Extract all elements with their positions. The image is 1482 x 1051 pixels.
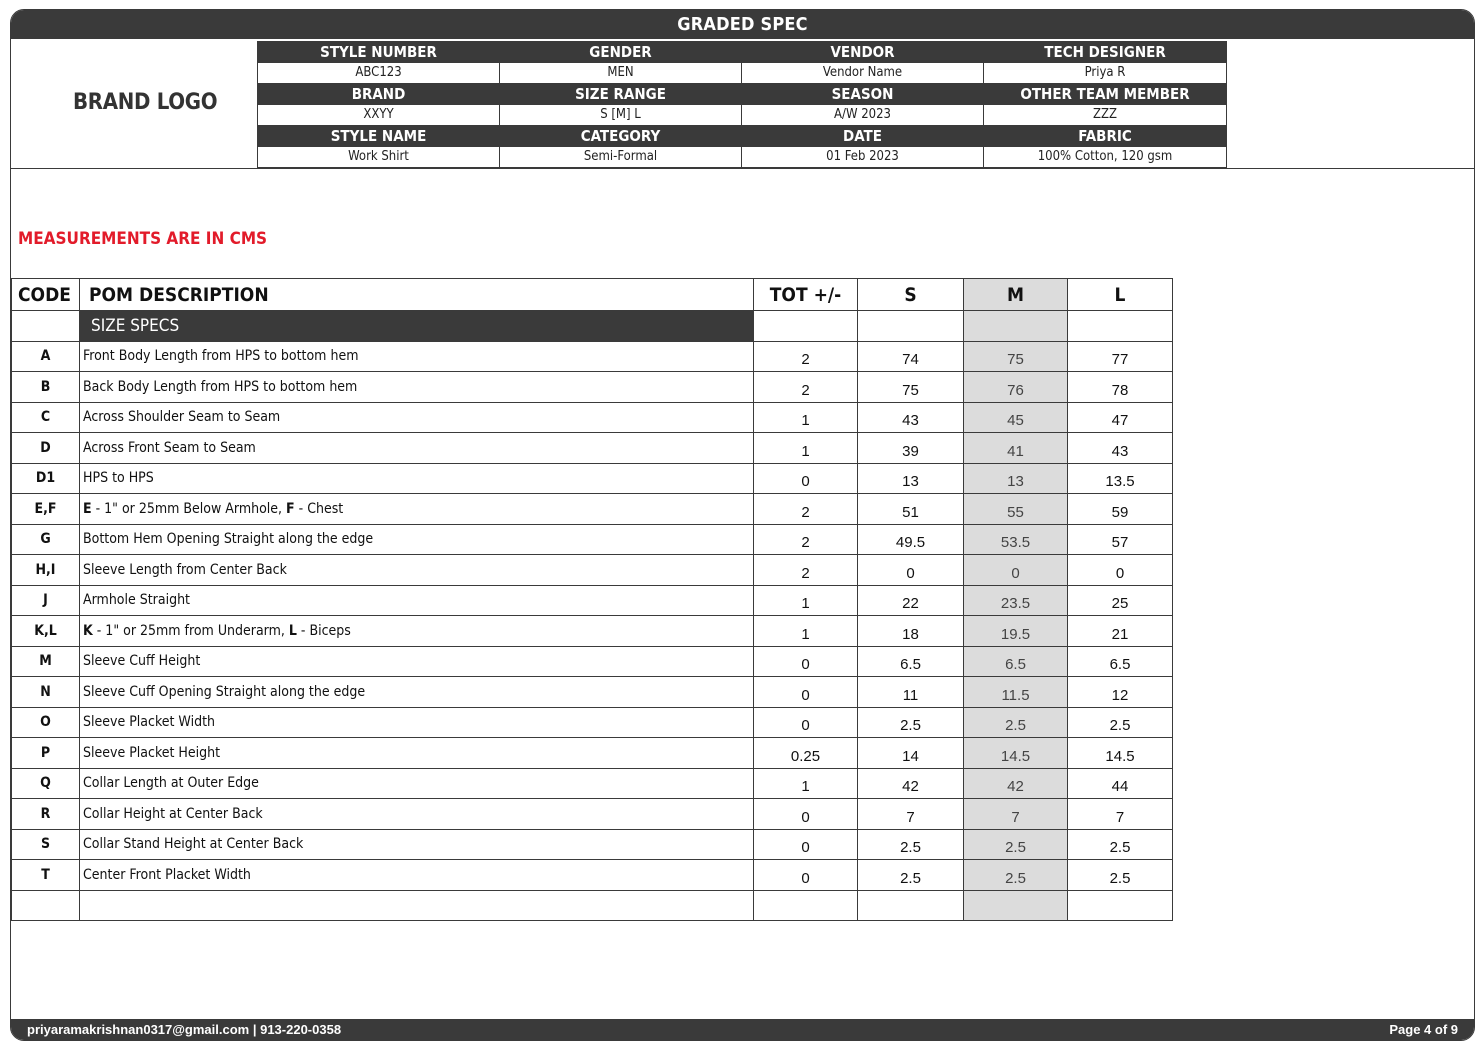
size-s-value: 39 [858, 433, 964, 464]
table-row [12, 524, 1173, 555]
info-label: STYLE NUMBER [258, 42, 500, 63]
table-row [12, 555, 1173, 586]
pom-description-text: - Chest [294, 500, 344, 517]
info-label: OTHER TEAM MEMBER [984, 84, 1227, 105]
size-m-value: 7 [964, 799, 1068, 830]
pom-description-code: F [286, 500, 295, 517]
size-s-value: 14 [858, 738, 964, 769]
tolerance-value: 0.25 [754, 738, 858, 769]
tolerance-value: 0 [754, 646, 858, 677]
header-size-m: M [964, 279, 1068, 311]
tolerance-value: 2 [754, 524, 858, 555]
sheet-title: GRADED SPEC [11, 10, 1474, 39]
size-s-value: 18 [858, 616, 964, 647]
info-label: STYLE NAME [258, 126, 500, 147]
size-m-value: 75 [964, 341, 1068, 372]
pom-description-text: - 1" or 25mm Below Armhole, [91, 500, 287, 517]
tolerance-value: 0 [754, 463, 858, 494]
size-l-value: 59 [1068, 494, 1173, 525]
size-m-value: 76 [964, 372, 1068, 403]
pom-description: Sleeve Length from Center Back [80, 555, 754, 586]
table-row [12, 738, 1173, 769]
section-empty-cell [1068, 311, 1173, 342]
pom-description: Across Shoulder Seam to Seam [80, 402, 754, 433]
size-l-value: 2.5 [1068, 829, 1173, 860]
table-header-row [12, 279, 1173, 311]
tolerance-value: 0 [754, 860, 858, 891]
table-row [12, 768, 1173, 799]
section-empty-cell [964, 311, 1068, 342]
pom-code: G [12, 524, 80, 555]
pom-code: C [12, 402, 80, 433]
info-value: Priya R [984, 63, 1227, 84]
tolerance-value: 1 [754, 585, 858, 616]
info-label: VENDOR [742, 42, 984, 63]
size-m-value: 55 [964, 494, 1068, 525]
section-row [12, 311, 1173, 342]
size-s-value: 42 [858, 768, 964, 799]
empty-cell [964, 890, 1068, 921]
size-m-value: 45 [964, 402, 1068, 433]
pom-description-code: E [83, 500, 92, 517]
tolerance-value: 1 [754, 768, 858, 799]
table-row [12, 402, 1173, 433]
pom-description: Collar Stand Height at Center Back [80, 829, 754, 860]
size-l-value: 13.5 [1068, 463, 1173, 494]
pom-description: Sleeve Placket Height [80, 738, 754, 769]
info-value: A/W 2023 [742, 105, 984, 126]
table-row [12, 677, 1173, 708]
section-code-cell [12, 311, 80, 342]
section-label-size-specs: SIZE SPECS [80, 311, 754, 342]
empty-cell [858, 890, 964, 921]
pom-description-text: - Biceps [296, 622, 351, 639]
header-pom-description: POM DESCRIPTION [80, 279, 754, 311]
info-label: SIZE RANGE [500, 84, 742, 105]
table-row [12, 585, 1173, 616]
size-s-value: 6.5 [858, 646, 964, 677]
size-m-value: 41 [964, 433, 1068, 464]
info-label: BRAND [258, 84, 500, 105]
pom-code: H,I [12, 555, 80, 586]
pom-description [80, 494, 754, 525]
table-row [12, 433, 1173, 464]
size-s-value: 7 [858, 799, 964, 830]
pom-code: R [12, 799, 80, 830]
pom-description: Front Body Length from HPS to bottom hem [80, 341, 754, 372]
size-l-value: 44 [1068, 768, 1173, 799]
spec-sheet [10, 9, 1475, 1041]
pom-code: D [12, 433, 80, 464]
section-empty-cell [754, 311, 858, 342]
info-value: MEN [500, 63, 742, 84]
table-row [12, 372, 1173, 403]
tolerance-value: 1 [754, 616, 858, 647]
size-m-value: 23.5 [964, 585, 1068, 616]
table-empty-row [12, 890, 1173, 921]
tolerance-value: 1 [754, 433, 858, 464]
size-m-value: 14.5 [964, 738, 1068, 769]
info-label-row [258, 42, 1227, 63]
page-number: Page 4 of 9 [1389, 1022, 1458, 1037]
size-s-value: 2.5 [858, 829, 964, 860]
size-s-value: 13 [858, 463, 964, 494]
pom-code: A [12, 341, 80, 372]
size-s-value: 75 [858, 372, 964, 403]
size-l-value: 78 [1068, 372, 1173, 403]
info-value-row [258, 63, 1227, 84]
pom-description-text: - 1" or 25mm from Underarm, [92, 622, 289, 639]
table-row [12, 646, 1173, 677]
size-m-value: 2.5 [964, 860, 1068, 891]
info-value: Vendor Name [742, 63, 984, 84]
header-size-l: L [1068, 279, 1173, 311]
size-s-value: 49.5 [858, 524, 964, 555]
tolerance-value: 2 [754, 555, 858, 586]
info-value-row [258, 147, 1227, 168]
pom-description-code: K [83, 622, 93, 639]
info-value-row [258, 105, 1227, 126]
pom-description: Collar Height at Center Back [80, 799, 754, 830]
size-l-value: 2.5 [1068, 860, 1173, 891]
info-value: 100% Cotton, 120 gsm [984, 147, 1227, 168]
pom-description: Back Body Length from HPS to bottom hem [80, 372, 754, 403]
tolerance-value: 2 [754, 494, 858, 525]
empty-cell [80, 890, 754, 921]
tolerance-value: 1 [754, 402, 858, 433]
info-value: S [M] L [500, 105, 742, 126]
info-value: Work Shirt [258, 147, 500, 168]
table-row [12, 707, 1173, 738]
size-l-value: 6.5 [1068, 646, 1173, 677]
size-m-value: 13 [964, 463, 1068, 494]
size-m-value: 6.5 [964, 646, 1068, 677]
footer-contact: priyaramakrishnan0317@gmail.com | 913-220-0358 [27, 1022, 342, 1037]
pom-code: E,F [12, 494, 80, 525]
size-l-value: 43 [1068, 433, 1173, 464]
graded-spec-table [11, 278, 1173, 921]
table-row [12, 799, 1173, 830]
tolerance-value: 0 [754, 677, 858, 708]
header-tolerance: TOT +/- [754, 279, 858, 311]
size-s-value: 43 [858, 402, 964, 433]
pom-description: Collar Length at Outer Edge [80, 768, 754, 799]
header-size-s: S [858, 279, 964, 311]
tolerance-value: 2 [754, 372, 858, 403]
empty-cell [754, 890, 858, 921]
pom-description: Bottom Hem Opening Straight along the edge [80, 524, 754, 555]
pom-code: S [12, 829, 80, 860]
header-code: CODE [12, 279, 80, 311]
info-value: XXYY [258, 105, 500, 126]
size-l-value: 25 [1068, 585, 1173, 616]
pom-code: M [12, 646, 80, 677]
table-row [12, 341, 1173, 372]
pom-description: Center Front Placket Width [80, 860, 754, 891]
size-l-value: 77 [1068, 341, 1173, 372]
info-value: ABC123 [258, 63, 500, 84]
pom-code: J [12, 585, 80, 616]
size-s-value: 2.5 [858, 707, 964, 738]
size-l-value: 14.5 [1068, 738, 1173, 769]
size-l-value: 57 [1068, 524, 1173, 555]
size-l-value: 47 [1068, 402, 1173, 433]
pom-code: P [12, 738, 80, 769]
section-empty-cell [858, 311, 964, 342]
size-m-value: 0 [964, 555, 1068, 586]
pom-description-code: L [288, 622, 297, 639]
info-label: SEASON [742, 84, 984, 105]
size-m-value: 19.5 [964, 616, 1068, 647]
pom-description: Sleeve Cuff Opening Straight along the edge [80, 677, 754, 708]
size-m-value: 53.5 [964, 524, 1068, 555]
pom-description: Armhole Straight [80, 585, 754, 616]
size-s-value: 51 [858, 494, 964, 525]
size-l-value: 2.5 [1068, 707, 1173, 738]
size-s-value: 2.5 [858, 860, 964, 891]
pom-code: Q [12, 768, 80, 799]
tolerance-value: 0 [754, 799, 858, 830]
size-m-value: 2.5 [964, 829, 1068, 860]
measurement-unit-note: MEASUREMENTS ARE IN CMS [18, 229, 268, 249]
info-value: Semi-Formal [500, 147, 742, 168]
size-m-value: 42 [964, 768, 1068, 799]
size-l-value: 0 [1068, 555, 1173, 586]
pom-code: N [12, 677, 80, 708]
pom-code: D1 [12, 463, 80, 494]
pom-description: Sleeve Cuff Height [80, 646, 754, 677]
pom-description: Across Front Seam to Seam [80, 433, 754, 464]
table-row [12, 829, 1173, 860]
style-info-grid [257, 41, 1227, 168]
tolerance-value: 0 [754, 707, 858, 738]
empty-cell [12, 890, 80, 921]
info-label-row [258, 126, 1227, 147]
tolerance-value: 0 [754, 829, 858, 860]
tolerance-value: 2 [754, 341, 858, 372]
table-row [12, 463, 1173, 494]
header-divider [11, 168, 1474, 169]
size-l-value: 7 [1068, 799, 1173, 830]
pom-description: HPS to HPS [80, 463, 754, 494]
brand-logo: BRAND LOGO [73, 90, 218, 115]
size-m-value: 11.5 [964, 677, 1068, 708]
info-value: 01 Feb 2023 [742, 147, 984, 168]
info-label: DATE [742, 126, 984, 147]
table-row [12, 860, 1173, 891]
table-row [12, 616, 1173, 647]
size-m-value: 2.5 [964, 707, 1068, 738]
pom-code: O [12, 707, 80, 738]
size-s-value: 74 [858, 341, 964, 372]
pom-code: K,L [12, 616, 80, 647]
info-label: TECH DESIGNER [984, 42, 1227, 63]
size-l-value: 12 [1068, 677, 1173, 708]
pom-description: Sleeve Placket Width [80, 707, 754, 738]
pom-code: T [12, 860, 80, 891]
info-label: CATEGORY [500, 126, 742, 147]
info-label: GENDER [500, 42, 742, 63]
empty-cell [1068, 890, 1173, 921]
size-s-value: 0 [858, 555, 964, 586]
pom-description [80, 616, 754, 647]
info-label: FABRIC [984, 126, 1227, 147]
pom-code: B [12, 372, 80, 403]
size-s-value: 22 [858, 585, 964, 616]
size-l-value: 21 [1068, 616, 1173, 647]
info-value: ZZZ [984, 105, 1227, 126]
info-label-row [258, 84, 1227, 105]
size-s-value: 11 [858, 677, 964, 708]
page-footer [11, 1019, 1474, 1040]
table-row [12, 494, 1173, 525]
